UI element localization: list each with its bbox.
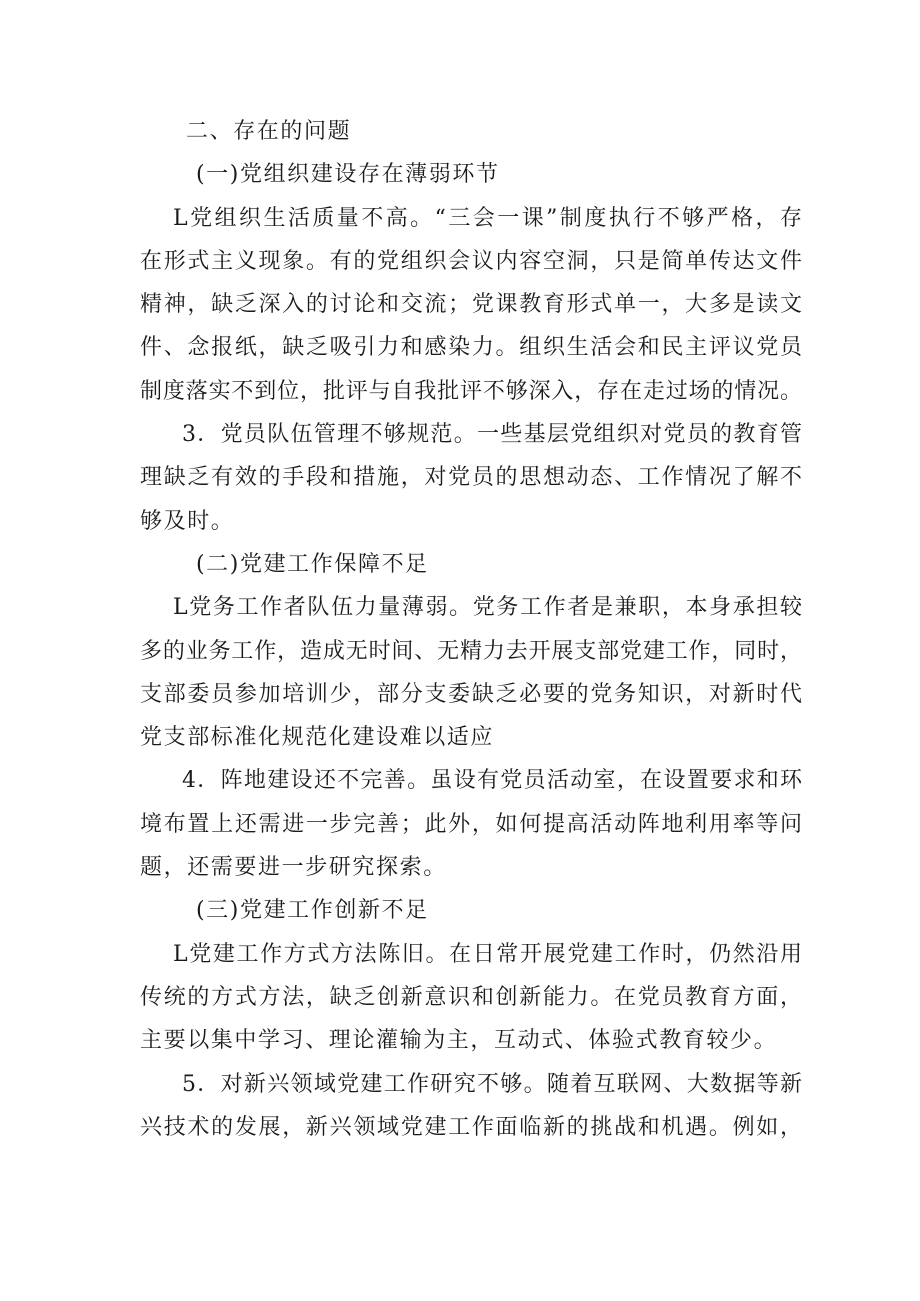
paragraph-5 (140, 1063, 802, 1150)
paragraph-line: 件、念报纸，缺乏吸引力和感染力。组织生活会和民主评议党员 (140, 335, 802, 361)
document-body (140, 110, 802, 1149)
paragraph-line: 够及时。 (140, 508, 235, 534)
paragraph-4 (140, 759, 802, 889)
subheading-line: (一)党组织建设存在薄弱环节 (196, 162, 500, 188)
paragraph-l2 (140, 586, 802, 759)
subheading-1 (140, 153, 802, 196)
paragraph-line: 4．阵地建设还不完善。虽设有党员活动室，在设置要求和环 (182, 768, 802, 794)
paragraph-line: 在形式主义现象。有的党组织会议内容空洞，只是简单传达文件 (140, 248, 802, 274)
subheading-3 (140, 889, 802, 932)
paragraph-3 (140, 413, 802, 543)
paragraph-line: 5．对新兴领域党建工作研究不够。随着互联网、大数据等新 (182, 1071, 802, 1097)
paragraph-line: 境布置上还需进一步完善；此外，如何提高活动阵地利用率等问 (140, 811, 802, 837)
paragraph-line: 理缺乏有效的手段和措施，对党员的思想动态、工作情况了解不 (140, 465, 802, 491)
paragraph-line: 支部委员参加培训少，部分支委缺乏必要的党务知识，对新时代 (140, 681, 802, 707)
paragraph-line: L党组织生活质量不高。“三会一课”制度执行不够严格，存 (173, 205, 802, 231)
section-heading-2 (140, 110, 802, 153)
subheading-2 (140, 543, 802, 586)
paragraph-line: 题，还需要进一步研究探索。 (140, 855, 447, 881)
paragraph-line: L党建工作方式方法陈旧。在日常开展党建工作时，仍然沿用 (173, 941, 802, 967)
paragraph-l3 (140, 933, 802, 1063)
heading-line: 二、存在的问题 (186, 119, 352, 144)
paragraph-line: 制度落实不到位，批评与自我批评不够深入，存在走过场的情况。 (140, 378, 802, 404)
paragraph-line: 党支部标准化规范化建设难以适应 (140, 725, 495, 751)
paragraph-line: 精神，缺乏深入的讨论和交流；党课教育形式单一，大多是读文 (140, 292, 802, 318)
subheading-line: (二)党建工作保障不足 (196, 551, 429, 577)
paragraph-line: 多的业务工作，造成无时间、无精力去开展支部党建工作，同时， (140, 638, 802, 664)
paragraph-line: 传统的方式方法，缺乏创新意识和创新能力。在党员教育方面， (140, 984, 802, 1010)
paragraph-line: 3．党员队伍管理不够规范。一些基层党组织对党员的教育管 (182, 422, 802, 448)
paragraph-line: L党务工作者队伍力量薄弱。党务工作者是兼职，本身承担较 (173, 595, 802, 621)
paragraph-line: 主要以集中学习、理论灌输为主，互动式、体验式教育较少。 (140, 1028, 778, 1054)
subheading-line: (三)党建工作创新不足 (196, 898, 429, 924)
paragraph-1 (140, 197, 802, 413)
paragraph-line: 兴技术的发展，新兴领域党建工作面临新的挑战和机遇。例如， (140, 1114, 802, 1140)
